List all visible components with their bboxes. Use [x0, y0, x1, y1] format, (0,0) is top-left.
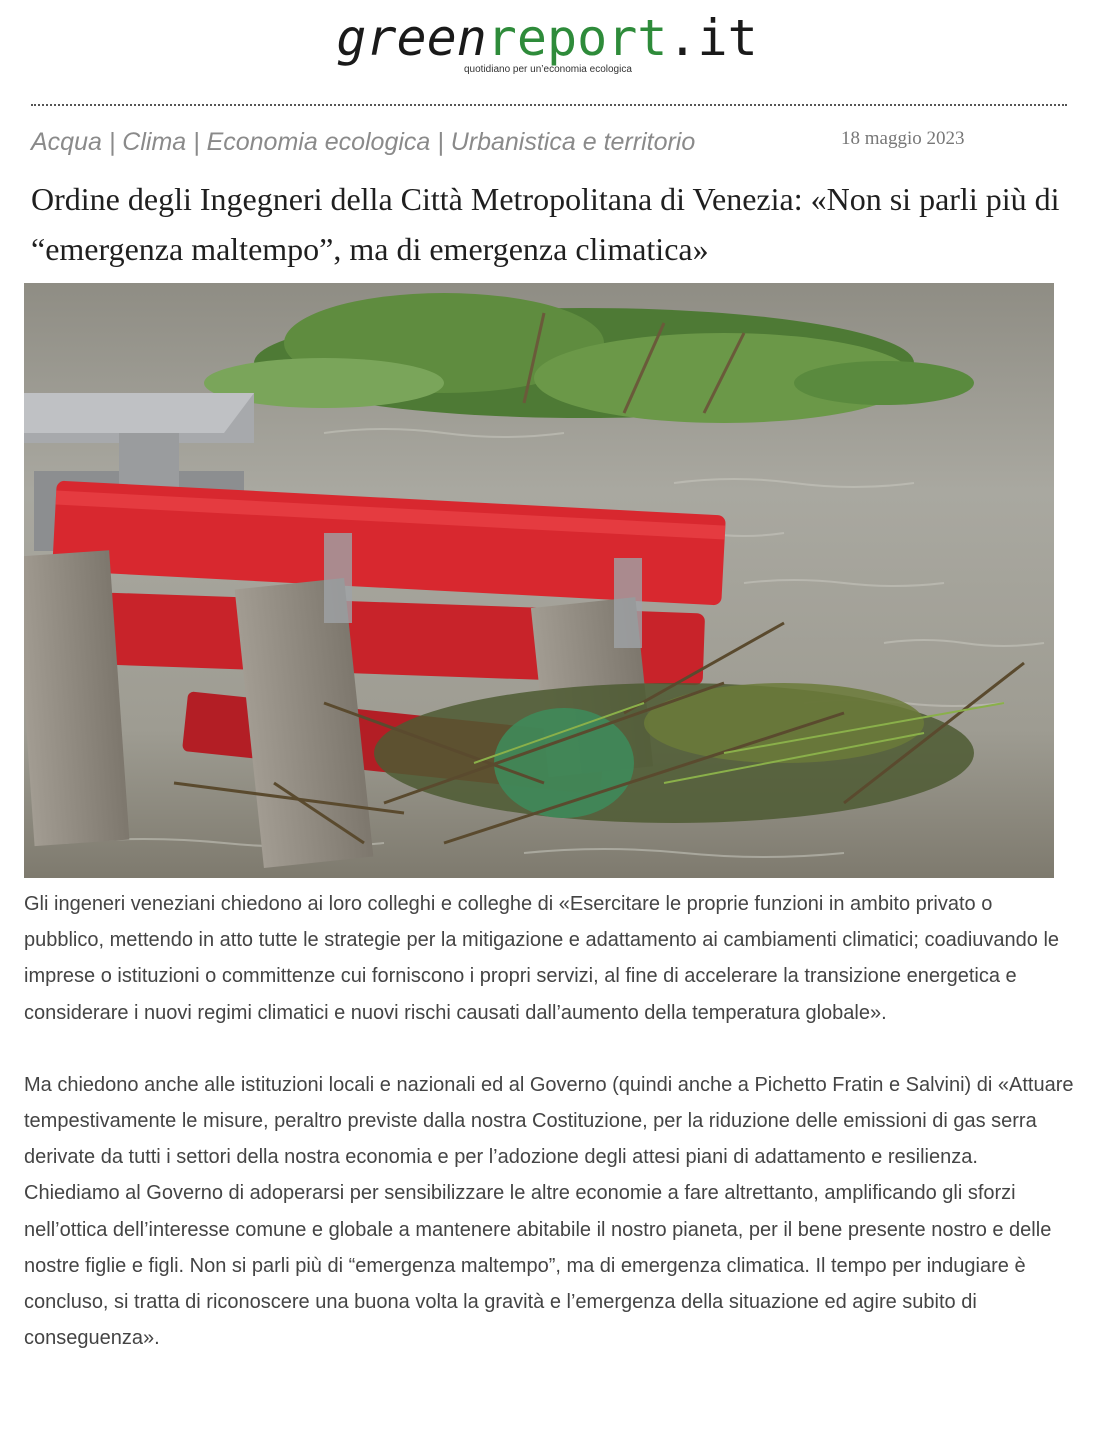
category-separator: | — [430, 128, 451, 156]
logo-part-domain: .it — [667, 9, 758, 67]
category-link-acqua[interactable]: Acqua — [31, 128, 102, 156]
header-divider — [31, 104, 1067, 106]
category-link-economia-ecologica[interactable]: Economia ecologica — [206, 128, 431, 156]
masthead — [0, 8, 1094, 68]
site-tagline: quotidiano per un’economia ecologica — [464, 64, 632, 75]
article-body — [24, 886, 1074, 1392]
logo-part-green: green — [336, 9, 487, 67]
logo-part-report: report — [486, 9, 668, 67]
category-separator: | — [186, 128, 207, 156]
site-logo[interactable] — [0, 8, 1094, 68]
article-image — [24, 283, 1054, 878]
article-meta — [31, 126, 1067, 162]
category-list — [31, 128, 695, 157]
category-separator: | — [101, 128, 123, 156]
category-link-clima[interactable]: Clima — [122, 128, 187, 156]
category-link-urbanistica[interactable]: Urbanistica e territorio — [450, 128, 696, 156]
publish-date: 18 maggio 2023 — [841, 128, 965, 149]
article-paragraph: Ma chiedono anche alle istituzioni locali e nazionali ed al Governo (quindi anche a Pichetto Fratin e Salvini) di «Attuare tempestivamente le misure, peraltro previste dalla nostra Costituzione, per la riduzione delle emissioni di gas serra derivate da tutti i settori della nostra economia e per l’adozione degli attesi piani di adattamento e resilienza. Chiediamo al Governo di adoperarsi per sensibilizzare le altre economie a fare altrettanto, amplificando gli sforzi nell’ottica dell’interesse comune e globale a mantenere abitabile il nostro pianeta, per il bene presente nostro e delle nostre figlie e figli. Non si parli più di “emergenza maltempo”, ma di emergenza climatica. Il tempo per indugiare è concluso, si tratta di riconoscere una buona volta la gravità e l’emergenza della situazione ed agire subito di conseguenza». — [24, 1073, 1074, 1350]
article-title: Ordine degli Ingegneri della Città Metropolitana di Venezia: «Non si parli più di “emergenza maltempo”, ma di emergenza climatica» — [31, 181, 1060, 267]
article-paragraph: Gli ingeneri veneziani chiedono ai loro colleghi e colleghe di «Esercitare le proprie funzioni in ambito privato o pubblico, mettendo in atto tutte le strategie per la mitigazione e adattamento ai cambiamenti climatici; coadiuvando le imprese o istituzioni o committenze cui forniscono i propri servizi, al fine di accelerare la transizione energetica e considerare i nuovi regimi climatici e nuovi rischi causati dall’aumento della temperatura globale». — [24, 893, 1060, 1024]
